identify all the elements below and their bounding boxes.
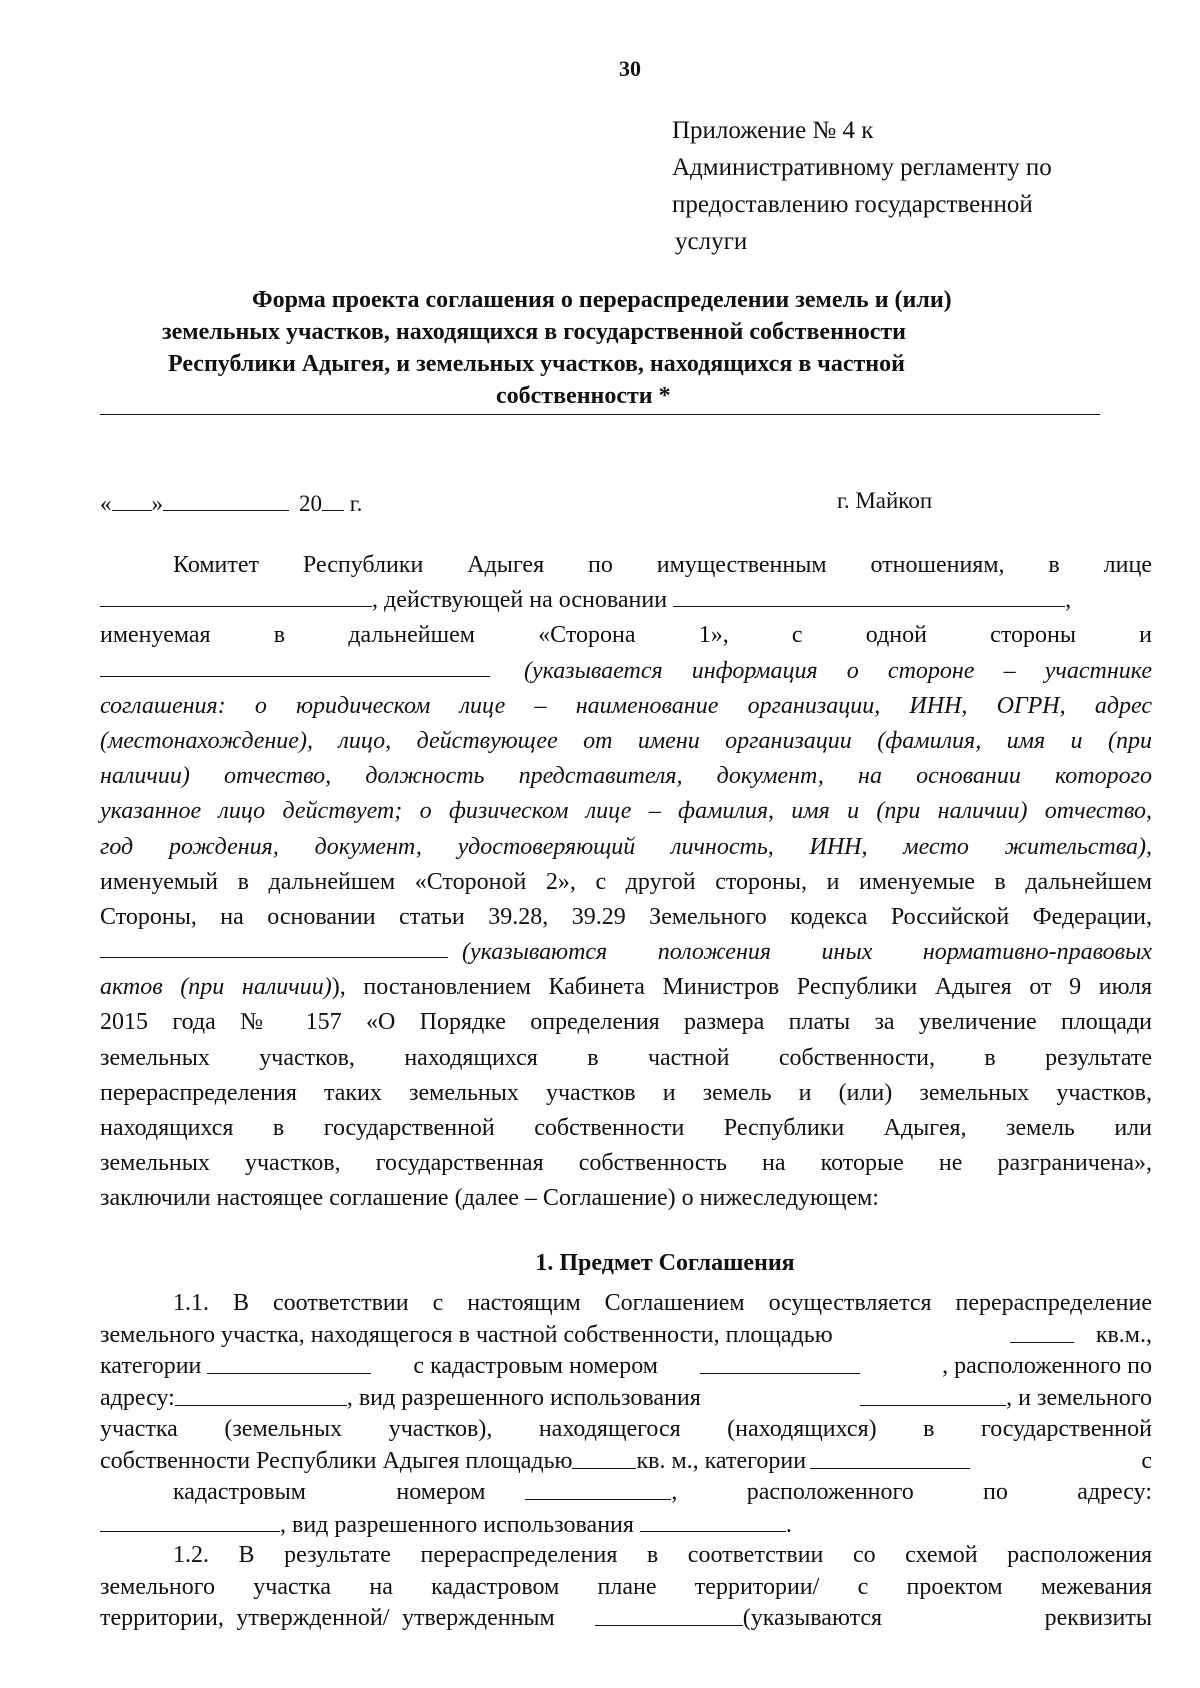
- text-fragment: адресу:: [100, 1384, 175, 1411]
- year-prefix: 20: [299, 491, 322, 516]
- text-line: соглашения: о юридическом лице – наименование организации, ИНН, ОГРН, адрес: [100, 692, 1152, 719]
- text-fragment: с кадастровым номером: [413, 1353, 658, 1379]
- text-line: [100, 1383, 1152, 1415]
- text-line: наличии) отчество, должность представителя, документ, на основании которого: [100, 763, 1152, 790]
- title-line: Республики Адыгея, и земельных участков, находящихся в частной: [168, 351, 905, 377]
- state-use-type-blank: [640, 1509, 786, 1532]
- annex-block: [672, 112, 1132, 260]
- category-blank: [207, 1351, 371, 1374]
- cadastral-blank: [700, 1351, 860, 1374]
- text-line: именуемая в дальнейшем «Сторона 1», с одной стороны и: [100, 622, 1152, 649]
- text-line: [100, 1477, 1152, 1509]
- annex-line: Приложение № 4 к: [672, 117, 874, 144]
- annex-line: предоставлению государственной: [672, 191, 1033, 218]
- page-number: 30: [619, 56, 641, 81]
- text-fragment: территории, утвержденной/ утвержденным: [100, 1605, 555, 1631]
- text-fragment: кв. м., категории: [636, 1447, 807, 1474]
- party2-blank: [100, 654, 490, 677]
- year-suffix: г.: [344, 491, 363, 516]
- approval-blank: [595, 1603, 743, 1626]
- text-fragment: , вид разрешенного использования: [280, 1511, 640, 1538]
- text-line: [100, 1509, 1152, 1541]
- text-line: 1.1. В соответствии с настоящим Соглашением осуществляется перераспределение: [173, 1290, 1152, 1316]
- section-heading: 1. Предмет Соглашения: [535, 1250, 795, 1276]
- date-close-quote: »: [151, 491, 163, 516]
- area-blank: [1010, 1320, 1074, 1343]
- annex-line: Административному регламенту по: [672, 154, 1052, 181]
- text-line: [100, 970, 1152, 1005]
- text-line: земельных участков, находящихся в частной собственности, в результате: [100, 1044, 1152, 1071]
- text-line: участка (земельных участков), находящегося (находящихся) в государственной: [100, 1416, 1152, 1442]
- text-line: земельного участка на кадастровом плане территории/ с проектом межевания: [100, 1573, 1152, 1600]
- text-line: [100, 1351, 1152, 1383]
- text-fragment: кв.м.,: [1095, 1321, 1152, 1348]
- text-fragment: ,: [1065, 587, 1072, 614]
- text-line: [100, 583, 1152, 618]
- text-line: 1.2. В результате перераспределения в соответствии со схемой расположения: [173, 1542, 1152, 1568]
- text-fragment: земельного участка, находящегося в частной собственности, площадью: [100, 1321, 833, 1348]
- text-line: именуемый в дальнейшем «Стороной 2», с другой стороны, и именуемые в дальнейшем: [100, 868, 1152, 895]
- title-line: собственности *: [496, 383, 671, 409]
- day-blank: [112, 488, 152, 511]
- text-line: Комитет Республики Адыгея по имущественным отношениям, в лице: [173, 552, 1152, 578]
- use-type-blank: [860, 1383, 1006, 1406]
- text-fragment: (указываются реквизиты: [742, 1605, 1152, 1631]
- state-category-blank: [810, 1446, 970, 1469]
- representative-blank: [100, 584, 372, 607]
- text-line: перераспределения таких земельных участков и земель и (или) земельных участков,: [100, 1079, 1152, 1106]
- state-area-blank: [572, 1446, 636, 1469]
- text-line: год рождения, документ, удостоверяющий личность, ИНН, место жительства),: [100, 833, 1152, 860]
- title-underline: [100, 414, 1100, 415]
- text-line: находящихся в государственной собственности Республики Адыгея, земель или: [100, 1115, 1152, 1141]
- text-fragment: (указывается информация о стороне – участнике: [524, 657, 1152, 684]
- state-address-blank: [100, 1509, 280, 1532]
- date-line: [100, 488, 362, 517]
- text-fragment: , вид разрешенного использования: [346, 1384, 701, 1411]
- address-blank: [175, 1383, 347, 1406]
- text-fragment: , расположенного по: [942, 1353, 1152, 1379]
- text-fragment: собственности Республики Адыгея площадью: [100, 1447, 573, 1474]
- city: г. Майкоп: [837, 488, 933, 513]
- text-fragment: категории: [100, 1353, 202, 1379]
- other-acts-blank: [100, 935, 448, 958]
- text-fragment: .: [785, 1511, 792, 1538]
- text-fragment: кадастровым номером: [173, 1479, 486, 1505]
- text-line: 2015 года № 157 «О Порядке определения размера платы за увеличение площади: [100, 1009, 1152, 1036]
- text-fragment: , и земельного: [1006, 1384, 1152, 1411]
- text-fragment: , расположенного по адресу:: [671, 1479, 1152, 1505]
- date-open-quote: «: [100, 491, 112, 516]
- section-1-text: [100, 1288, 1152, 1635]
- text-line: [100, 1320, 1152, 1352]
- title-line: земельных участков, находящихся в государственной собственности: [162, 319, 906, 345]
- text-line: Стороны, на основании статьи 39.28, 39.29 Земельного кодекса Российской Федерации,: [100, 903, 1152, 930]
- text-line: (местонахождение), лицо, действующее от имени организации (фамилия, имя и (при: [100, 727, 1152, 754]
- text-line: [100, 935, 1152, 970]
- text-fragment: (указываются положения иных нормативно-правовых: [462, 939, 1152, 966]
- text-fragment: актов (при наличии): [100, 974, 332, 1001]
- text-fragment: ), постановлением Кабинета Министров Республики Адыгея от 9 июля: [331, 974, 1152, 1001]
- text-line: заключили настоящее соглашение (далее – Соглашение) о нижеследующем:: [100, 1185, 879, 1212]
- text-fragment: с: [1141, 1447, 1152, 1474]
- title-line: Форма проекта соглашения о перераспределении земель и (или): [252, 287, 952, 313]
- text-line: [100, 654, 1152, 689]
- text-line: [100, 1603, 1152, 1635]
- text-line: [100, 1446, 1152, 1478]
- intro-paragraph: [100, 548, 1152, 1217]
- text-line: указанное лицо действует; о физическом лице – фамилия, имя и (при наличии) отчество,: [100, 798, 1152, 825]
- month-blank: [163, 488, 289, 511]
- text-line: земельных участков, государственная собственность на которые не разграничена»,: [100, 1150, 1152, 1177]
- year-blank: [322, 488, 344, 511]
- annex-line: услуги: [675, 228, 748, 255]
- text-fragment: , действующей на основании: [372, 587, 674, 614]
- state-cadastral-blank: [525, 1477, 671, 1500]
- basis-blank: [673, 584, 1065, 607]
- document-title: [100, 284, 1100, 412]
